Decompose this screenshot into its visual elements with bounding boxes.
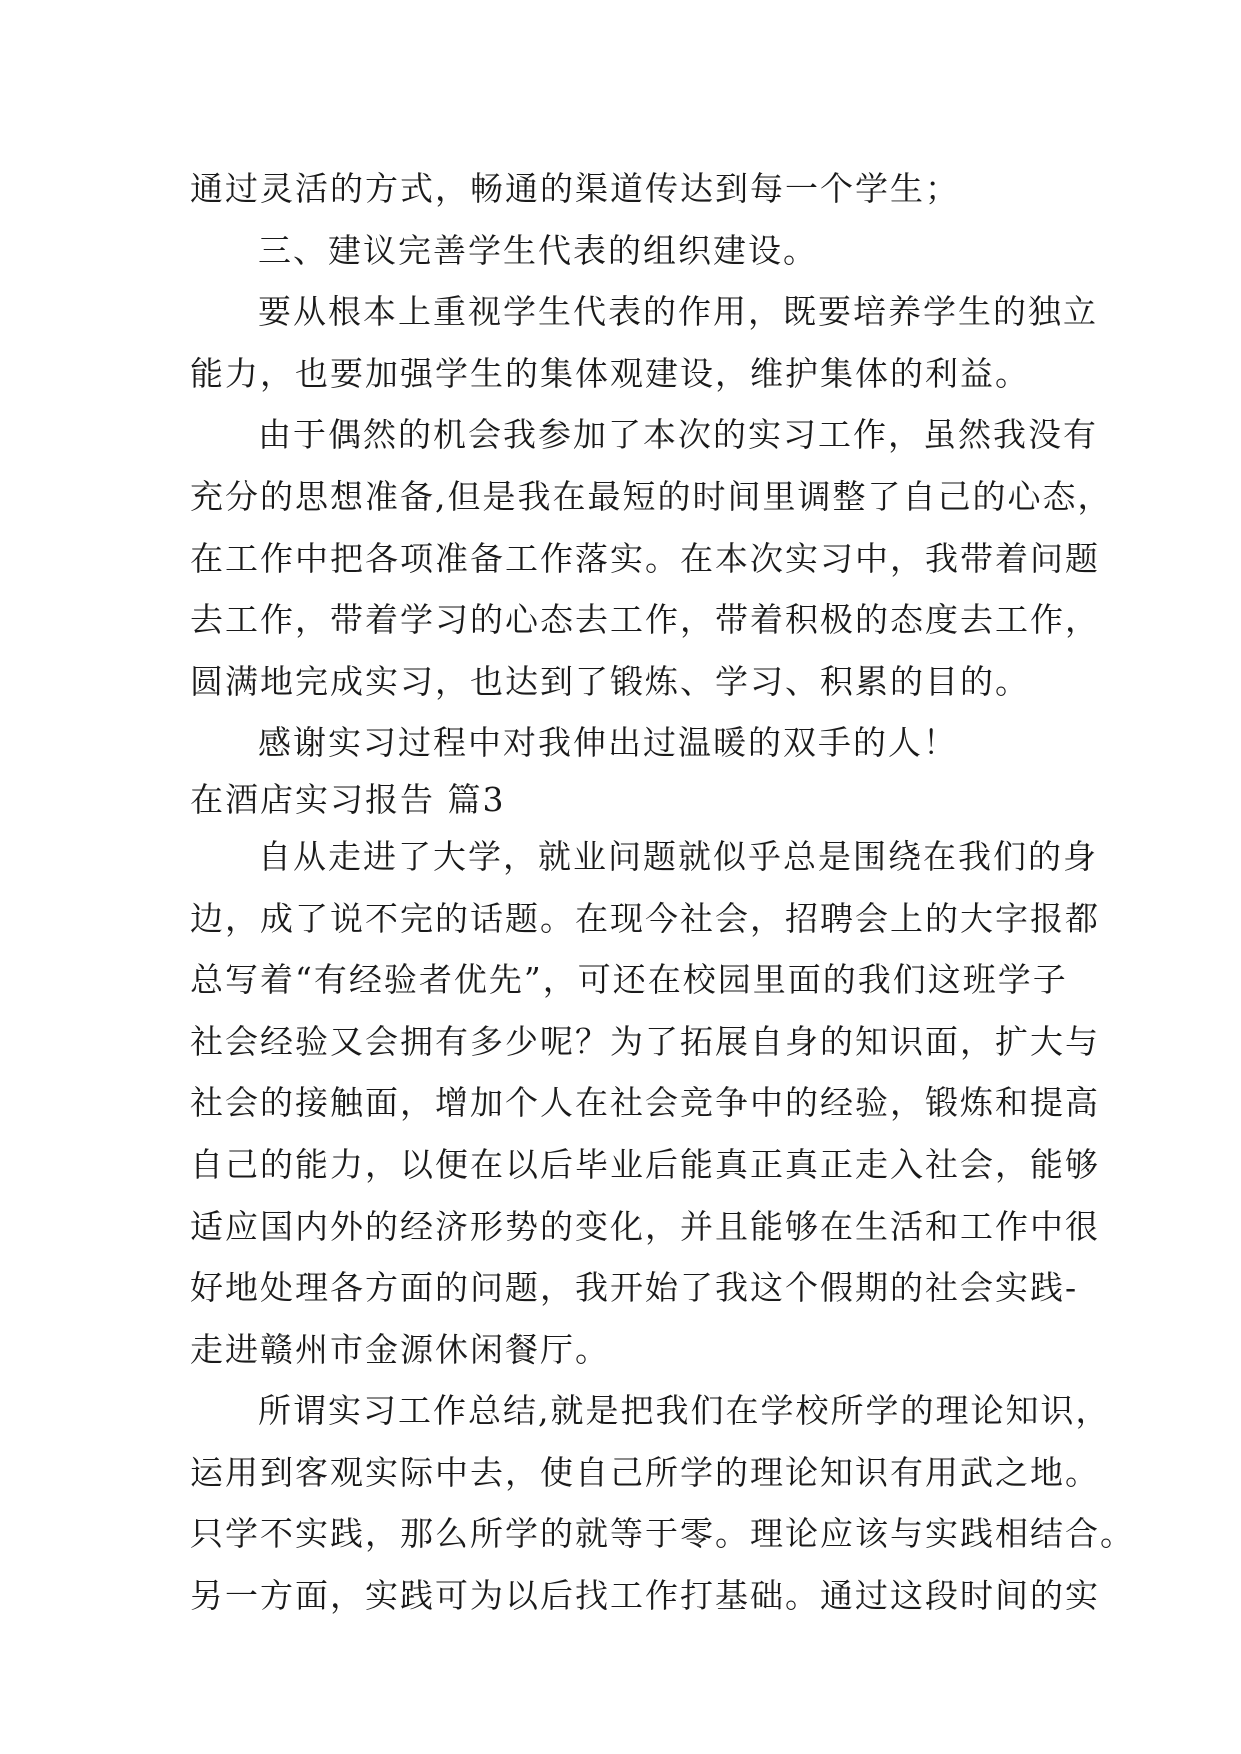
paragraph-line: 通过灵活的方式，畅通的渠道传达到每一个学生； (190, 169, 960, 208)
paragraph-line: 圆满地完成实习，也达到了锻炼、学习、积累的目的。 (190, 661, 1030, 701)
paragraph-line: 自己的能力，以便在以后毕业后能真正真正走入社会，能够 (190, 1144, 1100, 1184)
paragraph-line: 感谢实习过程中对我伸出过温暖的双手的人！ (258, 723, 958, 763)
paragraph-line: 由于偶然的机会我参加了本次的实习工作，虽然我没有 (258, 415, 1098, 455)
section-title: 在酒店实习报告 篇3 (190, 779, 506, 819)
paragraph-line: 能力，也要加强学生的集体观建设，维护集体的利益。 (190, 353, 1030, 393)
paragraph-line: 所谓实习工作总结,就是把我们在学校所学的理论知识， (258, 1391, 1111, 1431)
paragraph-line: 另一方面，实践可为以后找工作打基础。通过这段时间的实 (190, 1576, 1100, 1616)
paragraph-line: 总写着“有经验者优先”，可还在校园里面的我们这班学子 (190, 960, 1068, 1000)
paragraph-line: 边，成了说不完的话题。在现今社会，招聘会上的大字报都 (190, 898, 1100, 938)
paragraph-line: 要从根本上重视学生代表的作用，既要培养学生的独立 (258, 292, 1098, 332)
paragraph-line: 充分的思想准备,但是我在最短的时间里调整了自己的心态， (190, 476, 1113, 516)
paragraph-line: 只学不实践，那么所学的就等于零。理论应该与实践相结合。 (190, 1514, 1135, 1554)
paragraph-line: 好地处理各方面的问题，我开始了我这个假期的社会实践- (190, 1268, 1079, 1308)
paragraph-line: 在工作中把各项准备工作落实。在本次实习中，我带着问题 (190, 538, 1100, 578)
paragraph-line: 去工作，带着学习的心态去工作，带着积极的态度去工作， (190, 600, 1100, 640)
document-body (190, 158, 1135, 1627)
paragraph-line: 自从走进了大学，就业问题就似乎总是围绕在我们的身 (258, 836, 1098, 876)
paragraph-line: 适应国内外的经济形势的变化，并且能够在生活和工作中很 (190, 1206, 1100, 1246)
paragraph-line: 社会经验又会拥有多少呢？为了拓展自身的知识面，扩大与 (190, 1021, 1100, 1061)
paragraph-line: 社会的接触面，增加个人在社会竞争中的经验，锻炼和提高 (190, 1083, 1100, 1123)
paragraph-line: 走进赣州市金源休闲餐厅。 (190, 1329, 610, 1369)
paragraph-line: 运用到客观实际中去，使自己所学的理论知识有用武之地。 (190, 1452, 1100, 1492)
paragraph-line: 三、建议完善学生代表的组织建设。 (258, 230, 818, 270)
